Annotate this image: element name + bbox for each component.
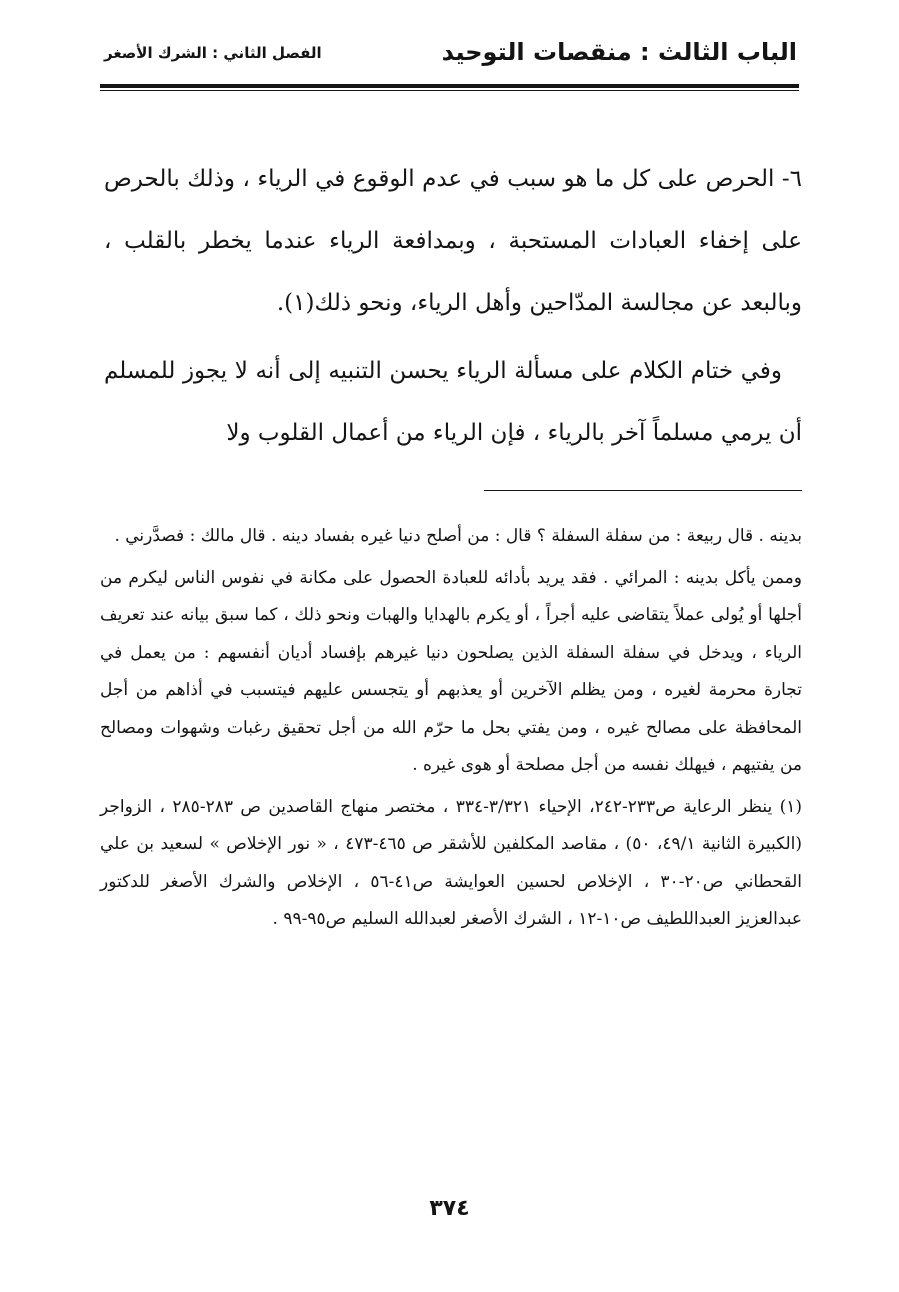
- footnote-1-references: (١) ينظر الرعاية ص٢٣٣-٢٤٢، الإحياء ٣/٣٢١-٣٣٤ ، مختصر منهاج القاصدين ص ٢٨٣-٢٨٥ ، الزواجر (الكبيرة الثانية ٤٩/١، ٥٠) ، مقاصد المكلفين للأشقر ص ٤٦٥-٤٧٣ ، « نور الإخلاص » لسعيد بن علي القحطاني ص٢٠-٣٠ ، الإخلاص لحسين العوايشة ص٤١-٥٦ ، الإخلاص والشرك الأصغر للدكتور عبدالعزيز العبداللطيف ص١٠-١٢ ، الشرك الأصغر لعبدالله السليم ص٩٥-٩٩ .: [100, 796, 803, 929]
- paragraph-closing-note: وفي ختام الكلام على مسألة الرياء يحسن التنبيه إلى أنه لا يجوز للمسلم أن يرمي مسلماً آخر بالرياء ، فإن الرياء من أعمال القلوب ولا: [104, 358, 802, 446]
- footnotes: [100, 518, 802, 943]
- section-title: الفصل الثاني : الشرك الأصغر: [104, 44, 322, 62]
- running-header: [100, 34, 799, 86]
- header-rule-thick: [100, 84, 799, 88]
- footnote-divider: [484, 490, 802, 491]
- chapter-title: الباب الثالث : منقصات التوحيد: [441, 38, 797, 66]
- page-number: ٣٧٤: [429, 1196, 470, 1221]
- paragraph-point-6: ٦- الحرص على كل ما هو سبب في عدم الوقوع في الرياء ، وذلك بالحرص على إخفاء العبادات المستحبة ، وبمدافعة الرياء عندما يخطر بالقلب ، وبالبعد عن مجالسة المدّاحين وأهل الرياء، ونحو ذلك(١).: [104, 166, 802, 316]
- footnote-continuation-1: بدينه . قال ربيعة : من سفلة السفلة ؟ قال : من أصلح دنيا غيره بفساد دينه . قال مالك : فصدَّرني .: [114, 526, 802, 546]
- footnote-continuation-2: وممن يأكل بدينه : المرائي . فقد يريد بأدائه للعبادة الحصول على مكانة في نفوس الناس ليكرم من أجلها أو يُولى عملاً يتقاضى عليه أجراً ، أو يكرم بالهدايا والهبات ونحو ذلك ، كما سبق بيانه عند تعريف الرياء ، ويدخل في سفلة السفلة الذين يصلحون دنيا غيرهم بإفساد أديان أنفسهم : من يعمل في تجارة محرمة لغيره ، ومن يظلم الآخرين أو يعذبهم أو يتجسس عليهم فيتسبب في أذاهم من أجل المحافظة على مصالح غيره ، ومن يفتي بحل ما حرّم الله من أجل تحقيق رغبات وشهوات ومصالح من يفتيهم ، فيهلك نفسه من أجل مصلحة أو هوى غيره .: [100, 567, 802, 775]
- header-rule-thin: [100, 90, 799, 91]
- main-text: [104, 148, 802, 470]
